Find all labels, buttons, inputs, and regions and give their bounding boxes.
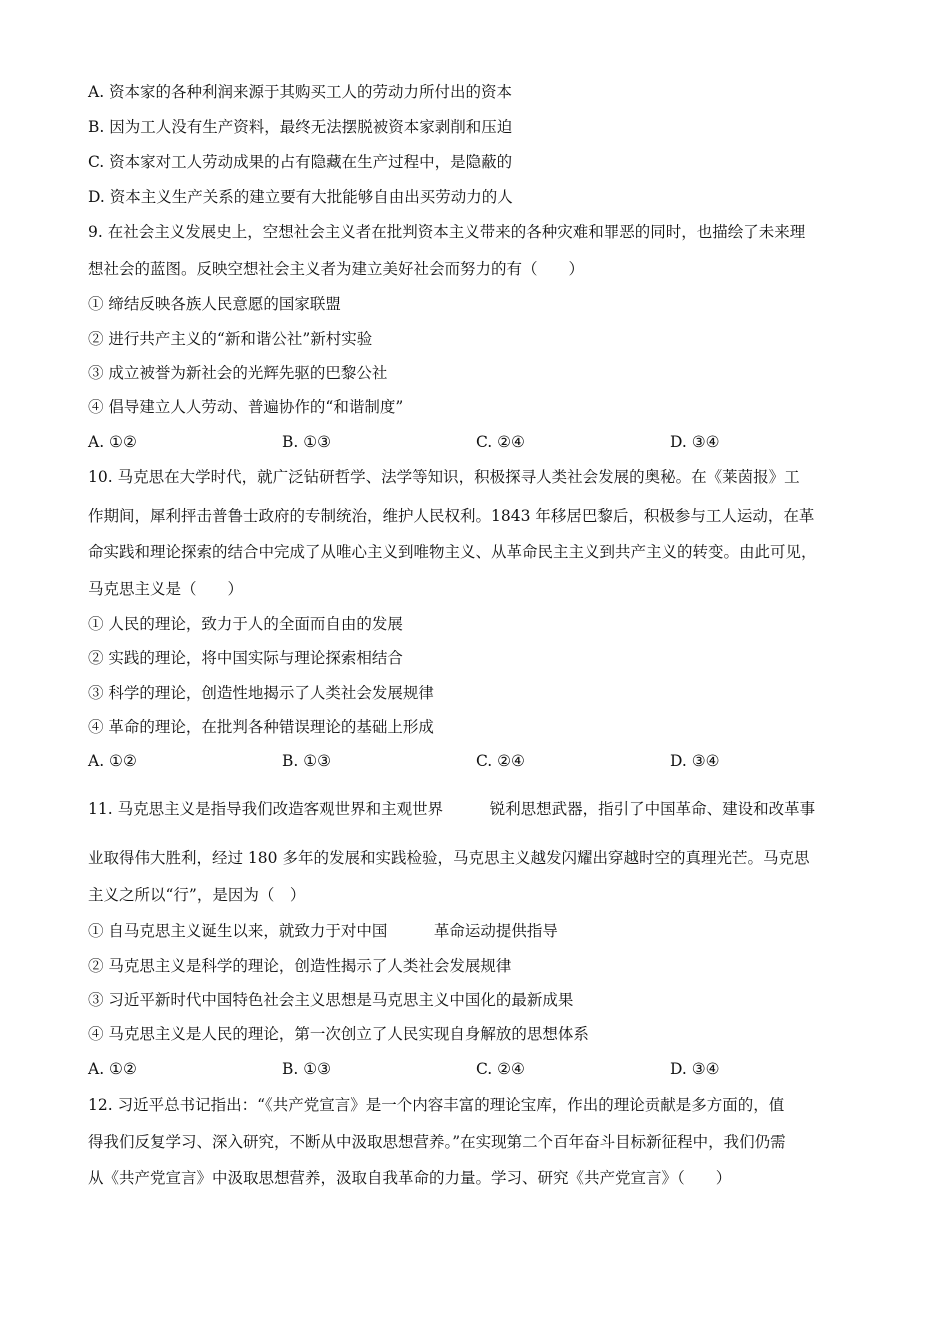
q8-option-c: C. 资本家对工人劳动成果的占有隐藏在生产过程中，是隐蔽的 (88, 153, 513, 171)
q9-choice-a[interactable]: A. ①② (88, 433, 137, 451)
q11-item-2: ② 马克思主义是科学的理论，创造性揭示了人类社会发展规律 (88, 957, 512, 975)
q11-stem-line-2: 业取得伟大胜利，经过 180 多年的发展和实践检验，马克思主义越发闪耀出穿越时空的真理光芒。马克思 (88, 849, 810, 867)
q9-stem-line-2: 想社会的蓝图。反映空想社会主义者为建立美好社会而努力的有（ ） (88, 260, 585, 278)
q9-choice-d[interactable]: D. ③④ (670, 433, 720, 451)
q9-stem-line-1: 9. 在社会主义发展史上，空想社会主义者在批判资本主义带来的各种灾难和罪恶的同时，也描绘了未来理 (88, 223, 806, 241)
q10-item-2: ② 实践的理论，将中国实际与理论探索相结合 (88, 649, 403, 667)
q10-choice-d[interactable]: D. ③④ (670, 752, 720, 770)
q10-item-4: ④ 革命的理论，在批判各种错误理论的基础上形成 (88, 718, 434, 736)
q11-item-4: ④ 马克思主义是人民的理论，第一次创立了人民实现自身解放的思想体系 (88, 1025, 589, 1043)
q9-item-3: ③ 成立被誉为新社会的光辉先驱的巴黎公社 (88, 364, 388, 382)
q12-stem-line-1: 12. 习近平总书记指出：“《共产党宣言》是一个内容丰富的理论宝库，作出的理论贡献是多方面的，值 (88, 1096, 785, 1114)
q9-choice-c[interactable]: C. ②④ (476, 433, 525, 451)
q8-option-d: D. 资本主义生产关系的建立要有大批能够自由出买劳动力的人 (88, 188, 513, 206)
q11-stem-line-1: 11. 马克思主义是指导我们改造客观世界和主观世界 锐利思想武器，指引了中国革命、建设和改革事 (88, 800, 816, 818)
q11-choice-a[interactable]: A. ①② (88, 1060, 137, 1078)
q9-item-2: ② 进行共产主义的“新和谐公社”新村实验 (88, 330, 373, 348)
q8-option-b: B. 因为工人没有生产资料，最终无法摆脱被资本家剥削和压迫 (88, 118, 513, 136)
q11-item-1: ① 自马克思主义诞生以来，就致力于对中国 革命运动提供指导 (88, 922, 558, 940)
q11-item-3: ③ 习近平新时代中国特色社会主义思想是马克思主义中国化的最新成果 (88, 991, 574, 1009)
q10-stem-line-4: 马克思主义是（ ） (88, 580, 244, 598)
q10-choice-c[interactable]: C. ②④ (476, 752, 525, 770)
q10-choice-b[interactable]: B. ①③ (282, 752, 332, 770)
q11-choice-b[interactable]: B. ①③ (282, 1060, 332, 1078)
q9-choice-b[interactable]: B. ①③ (282, 433, 332, 451)
q9-item-4: ④ 倡导建立人人劳动、普遍协作的“和谐制度” (88, 398, 404, 416)
q9-item-1: ① 缔结反映各族人民意愿的国家联盟 (88, 295, 341, 313)
q10-item-3: ③ 科学的理论，创造性地揭示了人类社会发展规律 (88, 684, 434, 702)
q10-stem-line-1: 10. 马克思在大学时代，就广泛钻研哲学、法学等知识，积极探寻人类社会发展的奥秘。在《莱茵报》工 (88, 468, 800, 486)
q8-option-a: A. 资本家的各种利润来源于其购买工人的劳动力所付出的资本 (88, 83, 513, 101)
q12-stem-line-3: 从《共产党宣言》中汲取思想营养，汲取自我革命的力量。学习、研究《共产党宣言》（ ） (88, 1169, 732, 1187)
q10-stem-line-3: 命实践和理论探索的结合中完成了从唯心主义到唯物主义、从革命民主主义到共产主义的转变。由此可见， (88, 543, 817, 561)
q10-stem-line-2: 作期间，犀利抨击普鲁士政府的专制统治，维护人民权利。1843 年移居巴黎后，积极参与工人运动，在革 (88, 507, 815, 525)
q12-stem-line-2: 得我们反复学习、深入研究，不断从中汲取思想营养。”在实现第二个百年奋斗目标新征程中，我们仍需 (88, 1133, 786, 1151)
q11-stem-line-3: 主义之所以“行”，是因为（ ） (88, 886, 306, 904)
q10-choice-a[interactable]: A. ①② (88, 752, 137, 770)
q10-item-1: ① 人民的理论，致力于人的全面而自由的发展 (88, 615, 403, 633)
q11-choice-c[interactable]: C. ②④ (476, 1060, 525, 1078)
q11-choice-d[interactable]: D. ③④ (670, 1060, 720, 1078)
